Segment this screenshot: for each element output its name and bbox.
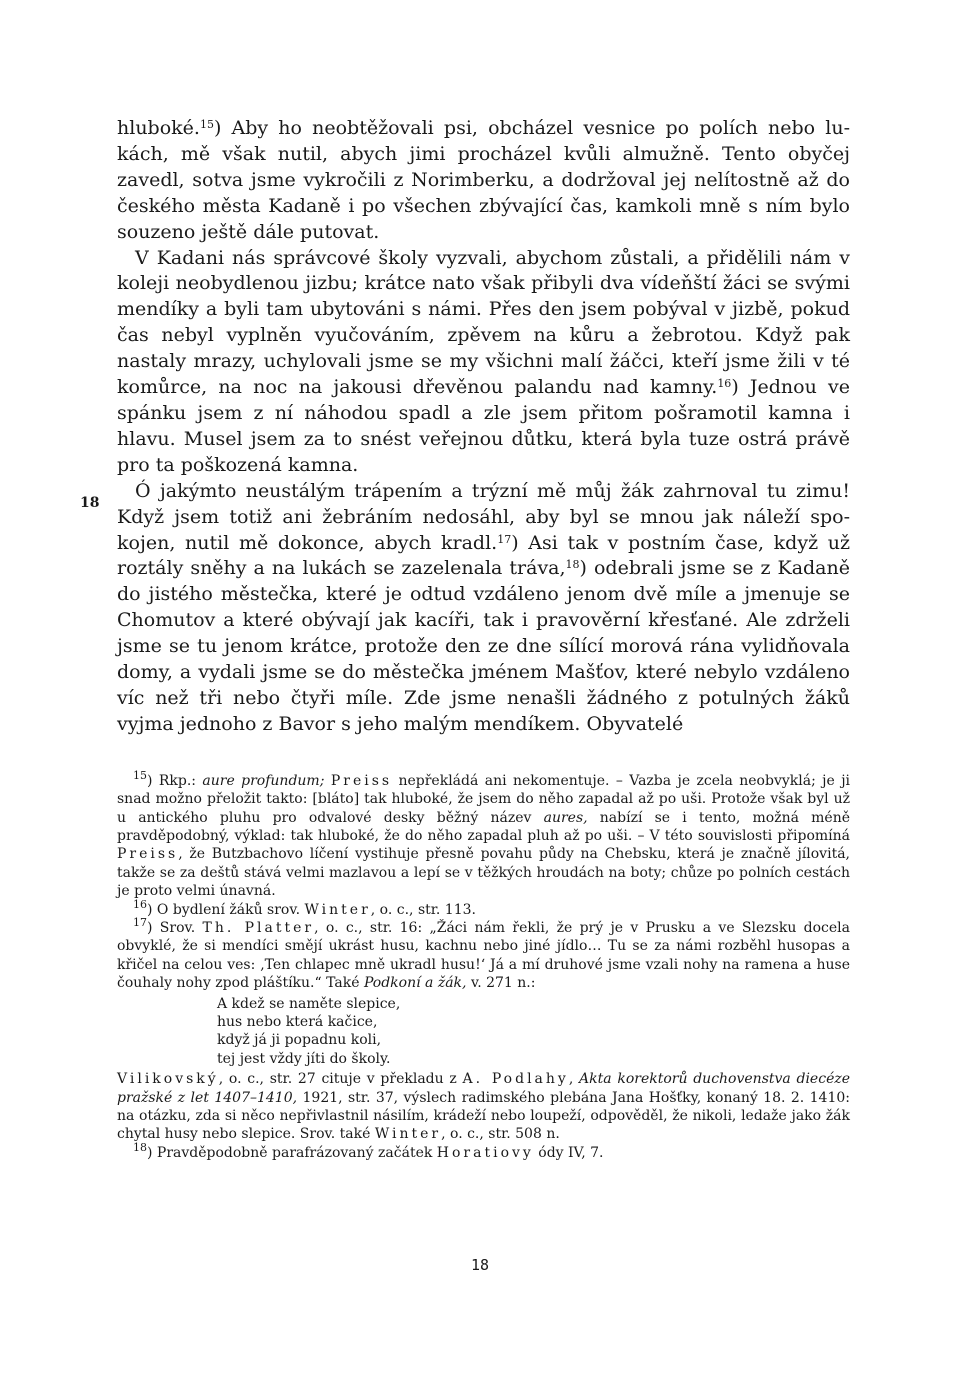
paragraph-1: hluboké.$^{15}$) Aby ho neobtěžovali psi, obcházel vesnice po polích nebo lukách, mě však nutil, abych jimi procházel kvůli almužně. Tento obyčej zavedl, sotva jsme vykročili z Norimberku, a dodržoval jej nelítostně až do českého města Kadaně i po všechen zbývající čas, kamkoli mně s ním bylo souzeno ještě dále putovat. bbox=[117, 117, 850, 243]
margin-number: 18 bbox=[80, 495, 100, 511]
footnote-18: $^{18}$) Pravděpodobně parafrázovaný začátek Horatiovy ódy IV, 7. bbox=[133, 1140, 604, 1161]
paragraph-3: Ó jakýmto neustálým trápením a trýzní mě můj žák zahrnoval tu zimu! Když jsem totiž ani žebráním nedosáhl, aby byl se mnou jak náleží spokojen, nutil mě dokonce, abych kradl.$^{17}$) Asi tak v postním čase, když už roztály sněhy a na lukách se zazelenala tráva,$^{18}$) odebrali jsme se z Kadaně do jistého městečka, které je odtud vzdáleno jenom dvě míle a jmenuje se Chomutov a které obývají jak kacíři, tak i pravověrní křesťané. Ale zdrželi jsme se tu jenom krátce, protože den ze dne sílící morová rána vylidňovala domy, a vydali jsme se do městečka jménem Mašťov, které nebylo vzdáleno víc než tři nebo čtyři míle. Zde jsme nenašli žádného z potulných žáků vyjma jednoho z Bavor s jeho malým mendíkem. Obyvatelé bbox=[117, 479, 851, 735]
footnote-15: $^{15}$) Rkp.: aure profundum; Preiss nepřekládá ani nekomentuje. – Vazba je zcela neobvyklá; je ji snad možno přeložit takto: [bláto] tak hluboké, že jsem do něho zapadal až po uši. Protože však byl už u antického pluhu pro odvalové desky běžný název aures, nabízí se i tento, možná méně pravděpodobný, výklad: tak hluboké, že do něho zapadal pluh až po uši. – V této souvislosti připomíná Preiss, že Butzbachovo líčení vystihuje přesně povahu půdy na Chebsku, která je značně jílovitá, takže se za deštů stává velmi mazlavou a lepí se v těžkých hroudách na boty; chůze po polních cestách je proto velmi únavná. bbox=[117, 768, 851, 900]
page-number: 18 bbox=[470, 1256, 490, 1274]
verse-quote bbox=[217, 995, 850, 1069]
footnote-ref-17: 17 bbox=[497, 532, 512, 546]
footnote-ref-18: 18 bbox=[565, 558, 580, 572]
paragraph-2: V Kadani nás správcové školy vyzvali, abychom zůstali, a přidělili nám v koleji neobydlenou jizbu; krátce nato však přibyli dva vídeňští žáci se svými mendíky a byli tam ubytováni s námi. Přes den jsem pobýval v jizbě, pokud čas nebyl vyplněn vyučováním, zpěvem na kůru a žebrotou. Když pak nastaly mrazy, uchylovali jsme se my všichni malí žáčci, kteří jsme žili v té komůrce, na noc na jakousi dřevěnou palandu nad kamny.$^{16}$) Jednou ve spánku jsem z ní náhodou spadl a zle jsem přitom pošramotil kamna i hlavu. Musel jsem za to snést veřejnou důtku, která byla tuze ostrá právě pro ta poškozená kamna. bbox=[117, 246, 850, 476]
verse-line: hus nebo která kačice, bbox=[217, 1014, 378, 1031]
footnote-17-continued: Vilikovský, o. c., str. 27 cituje v překladu z A. Podlahy, Akta korektorů duchovenstva diecéze pražské z let 1407–1410, 1921, str. 37, výslech radimského plebána Jana Hošťky, konaný 18. 2. 1410: na otázku, zda si něco nepřivlastnil násilím, krádeží nebo loupeží, odpověděl, že nikoli, ledaže jako žák chytal husy nebo slepice. Srov. také Winter, o. c., str. 508 n. bbox=[117, 1071, 851, 1143]
footnote-ref-16: 16 bbox=[717, 377, 732, 391]
main-text bbox=[117, 116, 850, 738]
verse-line: když já ji popadnu koli, bbox=[217, 1032, 382, 1049]
footnote-ref-15: 15 bbox=[199, 118, 214, 131]
footnote-16: $^{16}$) O bydlení žáků srov. Winter, o. c., str. 113. bbox=[133, 897, 476, 918]
footnote-17: $^{17}$) Srov. Th. Platter, o. c., str. 16: „Žáci nám řekli, že prý je v Prusku a ve Slezsku docela obvyklé, že si mendíci smějí ukrást husu, kachnu nebo jiné jídlo… Tu se za námi rozběhl husopas a křičel na celou ves: ‚Ten chlapec mně ukradl husu!‘ Já a mí druhové jsme vzali nohy na ramena a huse čouhaly nohy zpod pláštíku.“ Také Podkoní a žák, v. 271 n.: bbox=[117, 916, 850, 992]
page-body bbox=[117, 116, 850, 1162]
verse-line: tej jest vždy jíti do školy. bbox=[217, 1050, 391, 1067]
verse-line: A kdež se naměte slepice, bbox=[217, 995, 401, 1012]
footnotes bbox=[117, 768, 851, 1163]
